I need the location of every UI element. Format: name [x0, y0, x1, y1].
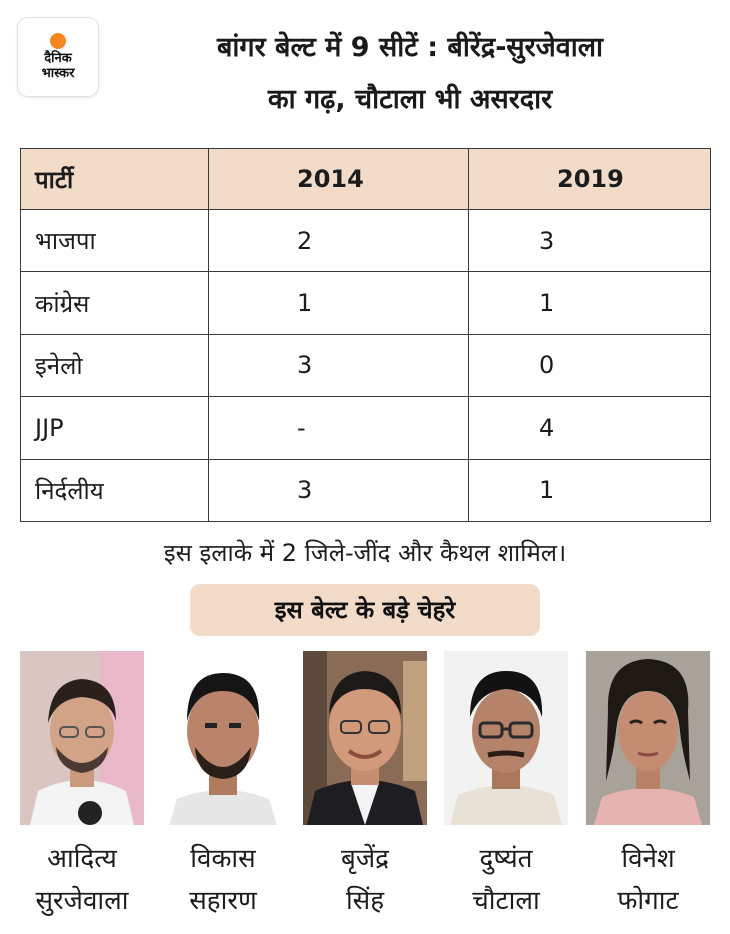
dainik-bhaskar-logo: [18, 18, 98, 96]
seats-2014: 3: [209, 334, 469, 396]
person-name-line2: चौटाला: [472, 886, 540, 916]
seat-results-table: [20, 148, 711, 522]
seats-2019: 3: [469, 210, 711, 272]
portrait-strip: [20, 651, 710, 825]
person-name-line1: विनेश: [621, 844, 675, 874]
person-name-line1: बृजेंद्र: [341, 844, 389, 874]
table-row: [21, 210, 711, 272]
portrait-photo: [161, 651, 285, 825]
party-name: भाजपा: [21, 210, 209, 272]
table-row: [21, 272, 711, 334]
table-header-row: [21, 149, 711, 210]
person-name: [578, 838, 718, 922]
portrait-photo: [444, 651, 568, 825]
seats-2019: 4: [469, 397, 711, 459]
person-name-line2: सुरजेवाला: [35, 886, 129, 916]
person-name: [153, 838, 293, 922]
seats-2014: -: [209, 397, 469, 459]
title-line2: का गढ़, चौटाला भी असरदार: [267, 84, 553, 115]
person-name-line1: आदित्य: [47, 844, 117, 874]
party-name: इनेलो: [21, 334, 209, 396]
person-name: [436, 838, 576, 922]
party-name: JJP: [21, 397, 209, 459]
person-name: [12, 838, 152, 922]
party-name: कांग्रेस: [21, 272, 209, 334]
person-name-line1: विकास: [190, 844, 256, 874]
portrait-photo: [586, 651, 710, 825]
portrait-photo: [20, 651, 144, 825]
table-row: [21, 459, 711, 521]
party-name: निर्दलीय: [21, 459, 209, 521]
table-row: [21, 397, 711, 459]
logo-text-line1: दैनिक: [44, 51, 72, 66]
person-name-line2: सिंह: [345, 886, 385, 916]
person-name-line2: फोगाट: [617, 886, 679, 916]
seats-2014: 3: [209, 459, 469, 521]
header-2014: 2014: [209, 149, 469, 210]
section-title-badge: इस बेल्ट के बड़े चेहरे: [190, 584, 540, 636]
header-party: पार्टी: [21, 149, 209, 210]
logo-text-line2: भास्कर: [41, 66, 75, 81]
region-note: इस इलाके में 2 जिले-जींद और कैथल शामिल।: [163, 539, 567, 567]
seats-2014: 2: [209, 210, 469, 272]
page-title: [110, 22, 710, 126]
sun-icon: [50, 33, 66, 49]
seats-2019: 0: [469, 334, 711, 396]
seats-2014: 1: [209, 272, 469, 334]
person-name-line2: सहारण: [189, 886, 257, 916]
seats-2019: 1: [469, 459, 711, 521]
person-name: [295, 838, 435, 922]
header-2019: 2019: [469, 149, 711, 210]
person-name-line1: दुष्यंत: [479, 844, 533, 874]
table-row: [21, 334, 711, 396]
portrait-photo: [303, 651, 427, 825]
title-line1: बांगर बेल्ट में 9 सीटें : बीरेंद्र-सुरजेवाला: [216, 32, 604, 63]
seats-2019: 1: [469, 272, 711, 334]
